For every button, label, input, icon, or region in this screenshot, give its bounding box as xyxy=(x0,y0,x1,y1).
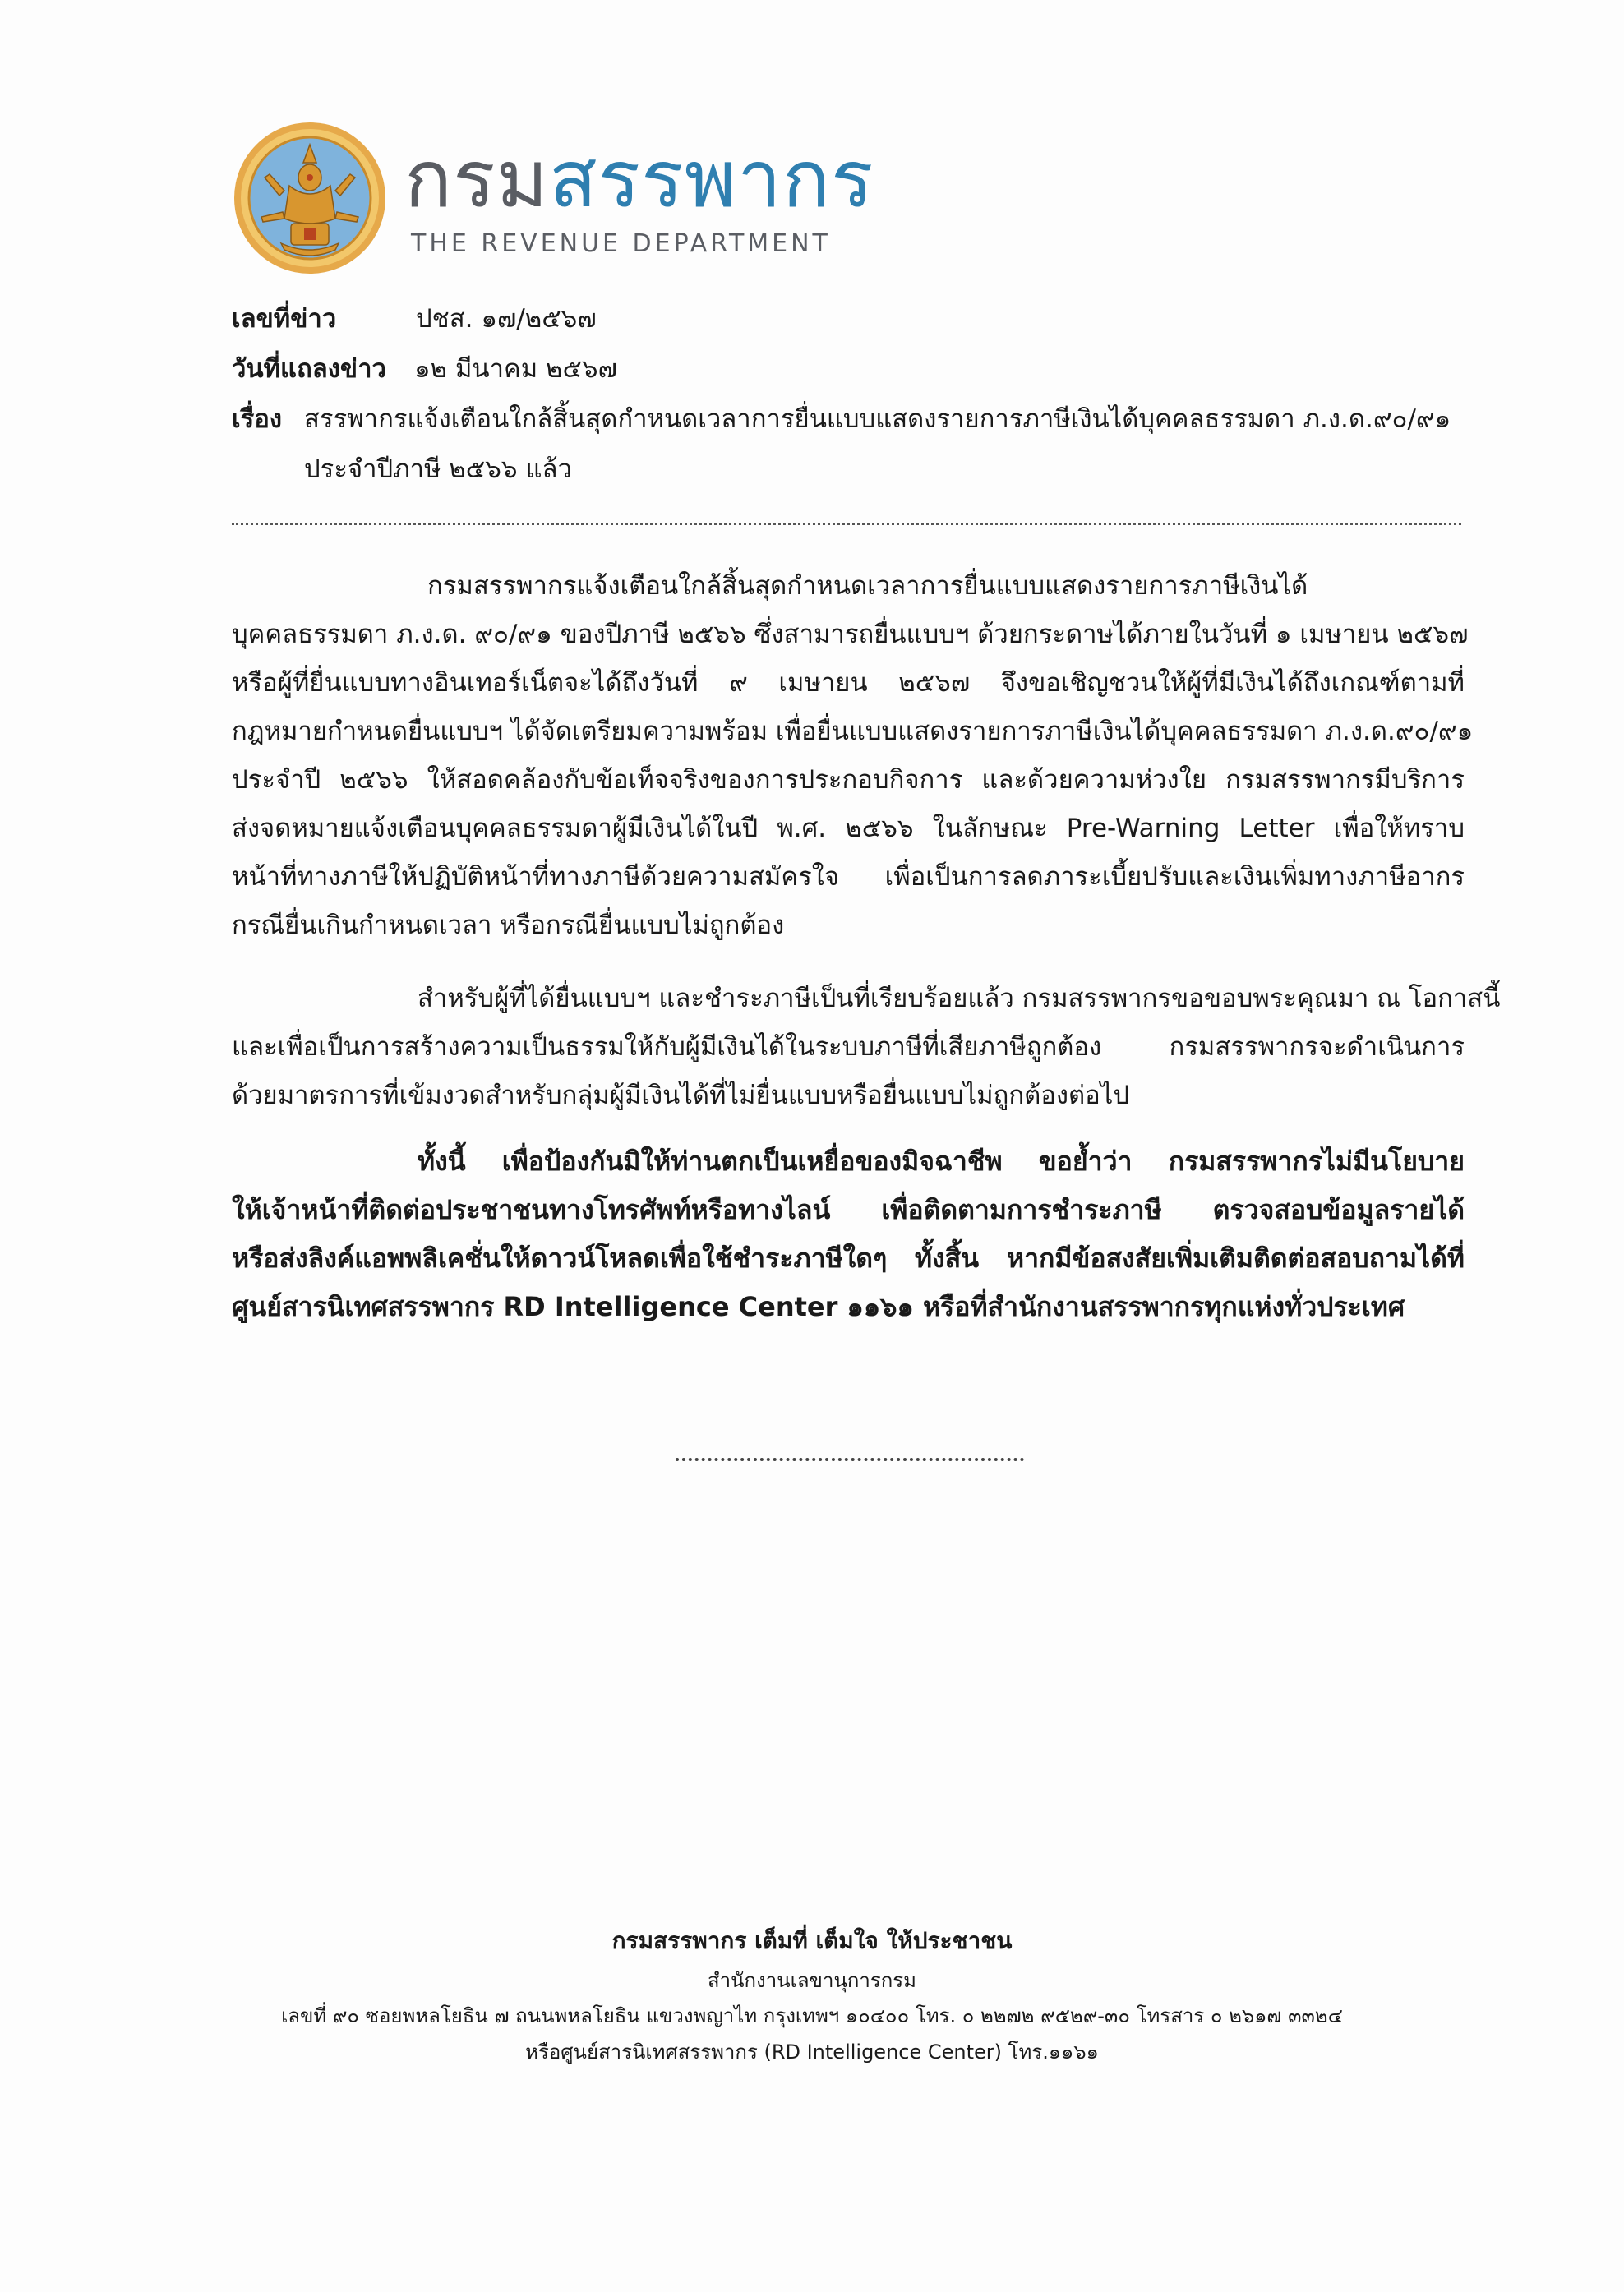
date-value: ๑๒ มีนาคม ๒๕๖๗ xyxy=(414,354,617,384)
paragraph-1 xyxy=(232,562,1474,950)
department-logo-text: กรมสรรพากร xyxy=(404,133,874,225)
paragraph-line: บุคคลธรรมดา ภ.ง.ด. ๙๐/๙๑ ของปีภาษี ๒๕๖๖ ซึ่งสามารถยื่นแบบฯ ด้วยกระดาษได้ภายในวันที่ ๑ เมษายน ๒๕๖๗ xyxy=(232,620,1469,649)
paragraph-line: สำหรับผู้ที่ได้ยื่นแบบฯ และชำระภาษีเป็นที่เรียบร้อยแล้ว กรมสรรพากรขอขอบพระคุณมา ณ โอกาสนี้ xyxy=(418,984,1501,1013)
paragraph-line: กรณียื่นเกินกำหนดเวลา หรือกรณียื่นแบบไม่ถูกต้อง xyxy=(232,911,785,940)
date-label: วันที่แถลงข่าว xyxy=(232,354,386,384)
paragraph-line: และเพื่อเป็นการสร้างความเป็นธรรมให้กับผู้มีเงินได้ในระบบภาษีที่เสียภาษีถูกต้อง กรมสรรพากรจะดำเนินการ xyxy=(232,1032,1465,1062)
end-divider xyxy=(676,1458,1024,1461)
paragraph-line: ส่งจดหมายแจ้งเตือนบุคคลธรรมดาผู้มีเงินได้ในปี พ.ศ. ๒๕๖๖ ในลักษณะ Pre-Warning Letter เพื่อให้ทราบ xyxy=(232,814,1465,843)
department-logo-subtitle: THE REVENUE DEPARTMENT xyxy=(411,229,831,258)
paragraph-line: หรือผู้ที่ยื่นแบบทางอินเทอร์เน็ตจะได้ถึงวันที่ ๙ เมษายน ๒๕๖๗ จึงขอเชิญชวนให้ผู้ที่มีเงินได้ถึงเกณฑ์ตามที่ xyxy=(232,668,1465,698)
paragraph-line: ศูนย์สารนิเทศสรรพากร RD Intelligence Center ๑๑๖๑ หรือที่สำนักงานสรรพากรทุกแห่งทั่วประเทศ xyxy=(232,1291,1405,1322)
paragraph-line: หน้าที่ทางภาษีให้ปฏิบัติหน้าที่ทางภาษีด้วยความสมัครใจ เพื่อเป็นการลดภาระเบี้ยปรับและเงินเพิ่มทางภาษีอากร xyxy=(232,862,1465,892)
footer-office: สำนักงานเลขานุการกรม xyxy=(707,1969,916,1992)
date-row xyxy=(232,352,386,386)
subject-line-1: สรรพากรแจ้งเตือนใกล้สิ้นสุดกำหนดเวลาการยื่นแบบแสดงรายการภาษีเงินได้บุคคลธรรมดา ภ.ง.ด.๙๐/๙๑ xyxy=(304,404,1451,434)
news-number-row xyxy=(232,302,336,336)
paragraph-line: ด้วยมาตรการที่เข้มงวดสำหรับกลุ่มผู้มีเงินได้ที่ไม่ยื่นแบบหรือยื่นแบบไม่ถูกต้องต่อไป xyxy=(232,1081,1130,1110)
paragraph-line: หรือส่งลิงค์แอพพลิเคชั่นให้ดาวน์โหลดเพื่อใช้ชำระภาษีใดๆ ทั้งสิ้น หากมีข้อสงสัยเพิ่มเติมติดต่อสอบถามได้ที่ xyxy=(232,1243,1465,1274)
paragraph-3-warning xyxy=(232,1137,1465,1331)
subject-line-2: ประจำปีภาษี ๒๕๖๖ แล้ว xyxy=(304,454,572,484)
footer-slogan: กรมสรรพากร เต็มที่ เต็มใจ ให้ประชาชน xyxy=(611,1927,1013,1954)
news-number-label: เลขที่ข่าว xyxy=(232,304,337,334)
paragraph-line: กฎหมายกำหนดยื่นแบบฯ ได้จัดเตรียมความพร้อม เพื่อยื่นแบบแสดงรายการภาษีเงินได้บุคคลธรรมดา ภ.ง.ด.๙๐/๙๑ xyxy=(232,717,1474,746)
footer-contact-center: หรือศูนย์สารนิเทศสรรพากร (RD Intelligence Center) โทร.๑๑๖๑ xyxy=(525,2041,1099,2064)
paragraph-line: ให้เจ้าหน้าที่ติดต่อประชาชนทางโทรศัพท์หรือทางไลน์ เพื่อติดตามการชำระภาษี ตรวจสอบข้อมูลรายได้ xyxy=(232,1194,1465,1225)
revenue-department-seal-icon xyxy=(232,120,388,276)
footer-address: เลขที่ ๙๐ ซอยพหลโยธิน ๗ ถนนพหลโยธิน แขวงพญาไท กรุงเทพฯ ๑๐๔๐๐ โทร. ๐ ๒๒๗๒ ๙๕๒๙-๓๐ โทรสาร ๐ ๒๖๑๗ ๓๓๒๔ xyxy=(281,2004,1343,2027)
paragraph-2 xyxy=(232,975,1501,1120)
paragraph-line: กรมสรรพากรแจ้งเตือนใกล้สิ้นสุดกำหนดเวลาการยื่นแบบแสดงรายการภาษีเงินได้ xyxy=(427,571,1308,601)
subject-row xyxy=(232,402,282,436)
news-number-value: ปชส. ๑๗/๒๕๖๗ xyxy=(416,304,597,334)
paragraph-line: ทั้งนี้ เพื่อป้องกันมิให้ท่านตกเป็นเหยื่อของมิจฉาชีพ ขอย้ำว่า กรมสรรพากรไม่มีนโยบาย xyxy=(418,1146,1465,1177)
header-divider xyxy=(232,523,1461,525)
subject-label: เรื่อง xyxy=(232,404,283,434)
paragraph-line: ประจำปี ๒๕๖๖ ให้สอดคล้องกับข้อเท็จจริงของการประกอบกิจการ และด้วยความห่วงใย กรมสรรพากรมีบริการ xyxy=(232,765,1465,795)
